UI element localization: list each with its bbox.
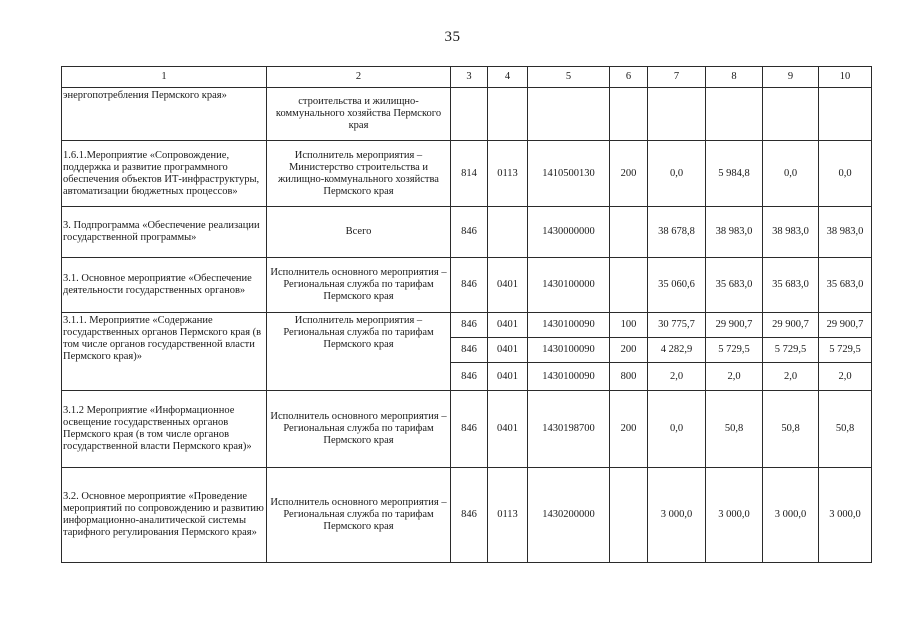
expense-type-cell	[610, 207, 648, 258]
expense-type-cell: 200	[610, 391, 648, 468]
column-header: 2	[267, 67, 451, 88]
amount-col9-cell: 50,8	[763, 391, 819, 468]
executor-cell: Исполнитель мероприятия – Министерство строительства и жилищно-коммунального хозяйства Пермского края	[267, 141, 451, 207]
target-article-cell: 1410500130	[528, 141, 610, 207]
expense-type-cell	[610, 88, 648, 141]
amount-col7-cell: 38 678,8	[648, 207, 706, 258]
budget-table	[61, 66, 872, 563]
section-cell	[488, 207, 528, 258]
activity-name-cell: энергопотребления Пермского края»	[62, 88, 267, 141]
amount-col7-cell: 3 000,0	[648, 468, 706, 563]
amount-col10-cell: 35 683,0	[819, 258, 872, 313]
grbs-cell: 846	[451, 338, 488, 363]
amount-col8-cell: 50,8	[706, 391, 763, 468]
amount-col7-cell: 4 282,9	[648, 338, 706, 363]
activity-name-cell: 3. Подпрограмма «Обеспечение реализации государственной программы»	[62, 207, 267, 258]
table-row	[62, 313, 872, 338]
column-header: 3	[451, 67, 488, 88]
activity-name-cell: 3.1.2 Мероприятие «Информационное освещение государственных органов Пермского края (в том числе органов государственной власти Пермского края)»	[62, 391, 267, 468]
activity-name-cell: 3.1. Основное мероприятие «Обеспечение деятельности государственных органов»	[62, 258, 267, 313]
section-cell: 0401	[488, 391, 528, 468]
amount-col8-cell: 3 000,0	[706, 468, 763, 563]
grbs-cell: 814	[451, 141, 488, 207]
amount-col9-cell: 0,0	[763, 141, 819, 207]
activity-name-cell: 1.6.1.Мероприятие «Сопровождение, поддержка и развитие программного обеспечения объектов ИТ-инфраструктуры, автоматизации бюджетных процессов»	[62, 141, 267, 207]
header-row	[62, 67, 872, 88]
amount-col8-cell: 5 729,5	[706, 338, 763, 363]
table-row	[62, 207, 872, 258]
amount-col7-cell	[648, 88, 706, 141]
amount-col8-cell: 29 900,7	[706, 313, 763, 338]
target-article-cell: 1430100090	[528, 363, 610, 391]
amount-col7-cell: 30 775,7	[648, 313, 706, 338]
section-cell	[488, 88, 528, 141]
amount-col9-cell: 3 000,0	[763, 468, 819, 563]
amount-col7-cell: 0,0	[648, 391, 706, 468]
expense-type-cell	[610, 258, 648, 313]
amount-col9-cell: 29 900,7	[763, 313, 819, 338]
executor-cell: Исполнитель основного мероприятия – Региональная служба по тарифам Пермского края	[267, 258, 451, 313]
amount-col9-cell	[763, 88, 819, 141]
expense-type-cell: 200	[610, 338, 648, 363]
column-header: 10	[819, 67, 872, 88]
amount-col9-cell: 38 983,0	[763, 207, 819, 258]
grbs-cell: 846	[451, 207, 488, 258]
executor-cell: Исполнитель мероприятия – Региональная служба по тарифам Пермского края	[267, 313, 451, 391]
executor-cell: Исполнитель основного мероприятия – Региональная служба по тарифам Пермского края	[267, 468, 451, 563]
grbs-cell: 846	[451, 468, 488, 563]
grbs-cell: 846	[451, 313, 488, 338]
expense-type-cell: 200	[610, 141, 648, 207]
amount-col10-cell: 50,8	[819, 391, 872, 468]
target-article-cell: 1430000000	[528, 207, 610, 258]
amount-col8-cell: 2,0	[706, 363, 763, 391]
amount-col8-cell: 38 983,0	[706, 207, 763, 258]
amount-col8-cell	[706, 88, 763, 141]
executor-cell: Всего	[267, 207, 451, 258]
grbs-cell: 846	[451, 391, 488, 468]
section-cell: 0113	[488, 141, 528, 207]
amount-col7-cell: 2,0	[648, 363, 706, 391]
grbs-cell: 846	[451, 258, 488, 313]
expense-type-cell: 100	[610, 313, 648, 338]
expense-type-cell	[610, 468, 648, 563]
target-article-cell: 1430100090	[528, 338, 610, 363]
amount-col8-cell: 5 984,8	[706, 141, 763, 207]
grbs-cell: 846	[451, 363, 488, 391]
column-header: 9	[763, 67, 819, 88]
amount-col7-cell: 0,0	[648, 141, 706, 207]
table-row	[62, 141, 872, 207]
grbs-cell	[451, 88, 488, 141]
section-cell: 0401	[488, 258, 528, 313]
column-header: 5	[528, 67, 610, 88]
amount-col10-cell: 3 000,0	[819, 468, 872, 563]
target-article-cell: 1430198700	[528, 391, 610, 468]
section-cell: 0113	[488, 468, 528, 563]
column-header: 4	[488, 67, 528, 88]
amount-col9-cell: 5 729,5	[763, 338, 819, 363]
executor-cell: строительства и жилищно-коммунального хозяйства Пермского края	[267, 88, 451, 141]
executor-cell: Исполнитель основного мероприятия – Региональная служба по тарифам Пермского края	[267, 391, 451, 468]
amount-col9-cell: 2,0	[763, 363, 819, 391]
activity-name-cell: 3.1.1. Мероприятие «Содержание государственных органов Пермского края (в том числе органов государственной власти Пермского края)»	[62, 313, 267, 391]
amount-col10-cell: 29 900,7	[819, 313, 872, 338]
column-header: 6	[610, 67, 648, 88]
table-row	[62, 391, 872, 468]
amount-col8-cell: 35 683,0	[706, 258, 763, 313]
table-row	[62, 258, 872, 313]
section-cell: 0401	[488, 363, 528, 391]
target-article-cell: 1430200000	[528, 468, 610, 563]
amount-col10-cell: 2,0	[819, 363, 872, 391]
section-cell: 0401	[488, 313, 528, 338]
table-row	[62, 88, 872, 141]
column-header: 1	[62, 67, 267, 88]
column-header: 7	[648, 67, 706, 88]
amount-col9-cell: 35 683,0	[763, 258, 819, 313]
column-header: 8	[706, 67, 763, 88]
amount-col10-cell: 0,0	[819, 141, 872, 207]
activity-name-cell: 3.2. Основное мероприятие «Проведение мероприятий по сопровождению и развитию информационно-аналитической системы тарифного регулирования Пермского края»	[62, 468, 267, 563]
table-row	[62, 468, 872, 563]
target-article-cell: 1430100000	[528, 258, 610, 313]
amount-col7-cell: 35 060,6	[648, 258, 706, 313]
target-article-cell	[528, 88, 610, 141]
amount-col10-cell: 38 983,0	[819, 207, 872, 258]
amount-col10-cell	[819, 88, 872, 141]
expense-type-cell: 800	[610, 363, 648, 391]
section-cell: 0401	[488, 338, 528, 363]
page-number: 35	[444, 29, 461, 45]
target-article-cell: 1430100090	[528, 313, 610, 338]
amount-col10-cell: 5 729,5	[819, 338, 872, 363]
